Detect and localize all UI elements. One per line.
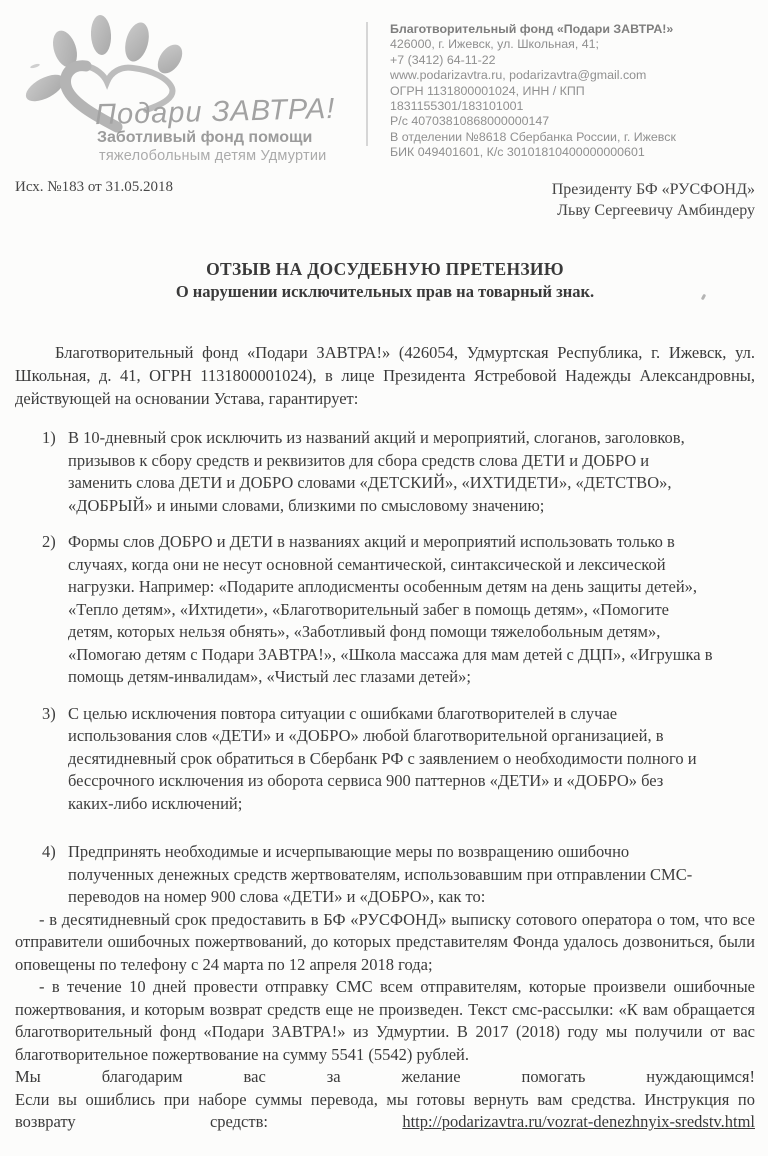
list-item-number: 4) (42, 842, 56, 861)
outgoing-number: Исх. №183 от 31.05.2018 (15, 179, 173, 195)
document-title-line1: ОТЗЫВ НА ДОСУДЕБНУЮ ПРЕТЕНЗИЮ (206, 259, 564, 279)
list-item-number: 3) (42, 703, 56, 723)
refund-instruction-link[interactable]: http://podarizavtra.ru/vozrat-denezhnyix-sredstv.html (402, 1112, 755, 1131)
list-item-number: 1) (42, 428, 56, 447)
contact-bik: БИК 049401601, К/с 30101810400000000601 (390, 145, 645, 160)
list-item-text: В 10-дневный срок исключить из названий акций и мероприятий, слоганов, заголовков, призывов к сбору средств и реквизитов для сбора средств слова ДЕТИ и ДОБРО и заменить слова ДЕТИ и ДОБРО словами «ДЕТСКИЙ», «ИХТИДЕТИ», «ДЕТСТВО», «ДОБРЫЙ» и иными словами, близкими по смысловому значению; (68, 428, 685, 515)
guarantee-list (15, 427, 755, 909)
sub-paragraph-refund (15, 1089, 755, 1134)
recipient-block (552, 179, 755, 221)
contact-ogrn-inn: ОГРН 1131800001024, ИНН / КПП (390, 83, 585, 98)
list-item-text: Предпринять необходимые и исчерпывающие меры по возвращению ошибочно полученных денежных средств жертвователям, использовавшим при отправлении СМС-переводов на номер 900 слова «ДЕТИ» и «ДОБРО», как то: (68, 842, 693, 906)
recipient-name: Льву Сергеевичу Амбиндеру (557, 202, 755, 219)
document-title-line2: О нарушении исключительных прав на товарный знак. (175, 282, 595, 301)
contact-site-email: www.podarizavtra.ru, podarizavtra@gmail.com (390, 68, 647, 83)
contact-bank: В отделении №8618 Сбербанка России, г. Ижевск (390, 129, 676, 144)
intro-paragraph: Благотворительный фонд «Подари ЗАВТРА!» (426054, Удмуртская Республика, г. Ижевск, ул. Школьная, д. 41, ОГРН 1131800001024), в лице Президента Ястребовой Надежды Александровны, действующей на основании Устава, гарантирует: (15, 343, 755, 408)
sub-paragraph-operator-statement: - в десятидневный срок предоставить в БФ «РУСФОНД» выписку сотового оператора о том, что все отправители ошибочных пожертвований, до которых представителям Фонда удалось дозвониться, были оповещены по телефону с 24 марта по 12 апреля 2018 года; (15, 909, 755, 974)
list-item-number: 2) (42, 532, 56, 551)
list-item-1 (42, 427, 755, 517)
contact-block (390, 22, 762, 161)
logo-title: Подари ЗАВТРА! (94, 92, 336, 132)
contact-phone: +7 (3412) 64-11-22 (390, 52, 496, 67)
refund-text: Если вы ошиблись при наборе суммы перевода, мы готовы вернуть вам средства. Инструкция по возврату средств: (15, 1089, 755, 1131)
contact-inn-kpp: 1831155301/183101001 (390, 99, 524, 114)
contact-address: 426000, г. Ижевск, ул. Школьная, 41; (390, 37, 599, 52)
reference-row (15, 179, 755, 221)
list-item-2 (42, 531, 755, 689)
contact-fund-name: Благотворительный фонд «Подари ЗАВТРА!» (390, 22, 674, 36)
document-title (15, 257, 755, 303)
list-item-4 (42, 841, 755, 909)
sub-paragraph-thanks: Мы благодарим вас за желание помогать нуждающимся! (15, 1067, 755, 1086)
sub-paragraph-sms-text: - в течение 10 дней провести отправку СМС всем отправителям, которые произвели ошибочные пожертвования, и которым возврат средств еще не произведен. Текст смс-рассылки: «К вам обращается благотворительный фонд «Подари ЗАВТРА!» из Удмуртии. В 2017 (2018) году мы получили от вас благотворительное пожертвование на сумму 5541 (5542) рублей. (15, 977, 755, 1064)
list-item-3 (42, 703, 755, 816)
header-divider (366, 22, 368, 146)
list-item-text: Формы слов ДОБРО и ДЕТИ в названиях акций и мероприятий использовать только в случаях, когда они не несут основной семантической, синтаксической и лексической нагрузки. Например: «Подарите аплодисменты особенным детям на день защиты детей», «Тепло детям», «Ихтидети», «Благотворительный забег в помощь детям», «Помогите детям, которых нельзя обнять», «Заботливый фонд помощи тяжелобольным детям», «Помогаю детям с Подари ЗАВТРА!», «Школа массажа для мам детей с ДЦП», «Игрушка в помощь детям-инвалидам», «Чистый лес глазами детей»; (68, 532, 713, 686)
list-item-text: С целью исключения повтора ситуации с ошибками благотворителей в случае использования слов «ДЕТИ» и «ДОБРО» любой благотворительной организацией, в десятидневный срок обратиться в Сбербанк РФ с заявлением о необходимости полного и бессрочного исключения из оборота сервиса 900 паттернов «ДЕТИ» и «ДОБРО» без каких-либо исключений; (68, 703, 697, 813)
contact-account: Р/с 40703810868000000147 (390, 114, 550, 129)
recipient-title: Президенту БФ «РУСФОНД» (551, 181, 755, 198)
logo-subtitle-line2: тяжелобольным детям Удмуртии (99, 148, 327, 164)
logo-subtitle-line1: Заботливый фонд помощи (97, 129, 313, 146)
letterhead (15, 8, 755, 171)
